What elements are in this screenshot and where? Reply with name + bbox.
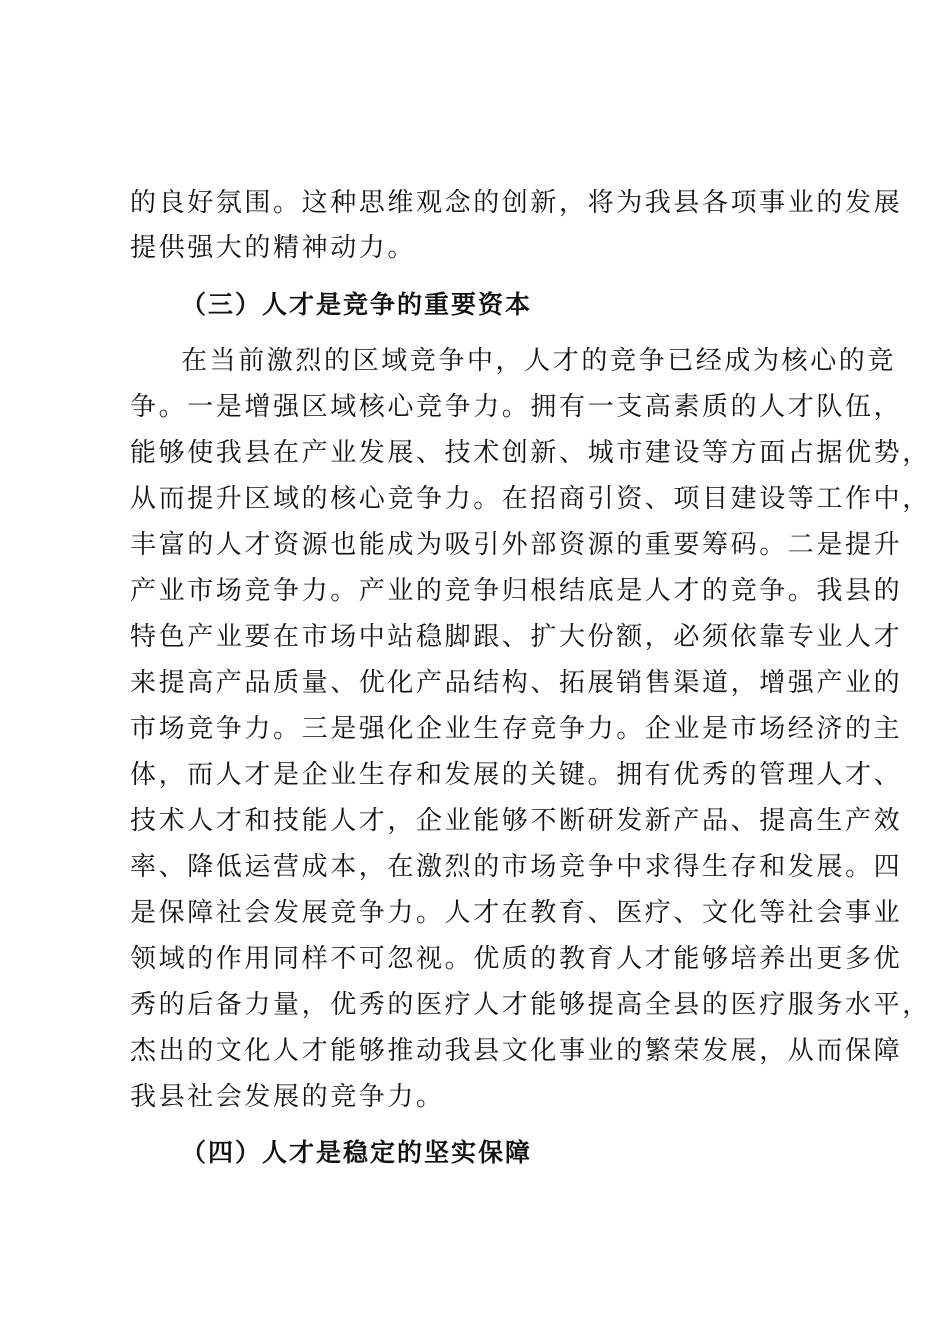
paragraph-line: 是保障社会发展竞争力。人才在教育、医疗、文化等社会事业 [130,898,903,928]
paragraph-line: 体，而人才是企业生存和发展的关键。拥有优秀的管理人才、 [130,760,903,790]
paragraph-line: 率、降低运营成本，在激烈的市场竞争中求得生存和发展。四 [130,852,903,882]
section-heading-3: （三）人才是竞争的重要资本 [181,290,533,319]
paragraph-line: 市场竞争力。三是强化企业生存竞争力。企业是市场经济的主 [130,714,903,744]
paragraph-line: 从而提升区域的核心竞争力。在招商引资、项目建设等工作中， [130,484,931,514]
paragraph-line: 秀的后备力量，优秀的医疗人才能够提高全县的医疗服务水平， [130,990,931,1020]
paragraph-line: 领域的作用同样不可忽视。优质的教育人才能够培养出更多优 [130,944,903,974]
paragraph-line: 技术人才和技能人才，企业能够不断研发新产品、提高生产效 [130,806,903,836]
paragraph-line: 产业市场竞争力。产业的竞争归根结底是人才的竞争。我县的 [130,576,903,606]
paragraph-line: 争。一是增强区域核心竞争力。拥有一支高素质的人才队伍， [130,392,903,422]
paragraph-line: 特色产业要在市场中站稳脚跟、扩大份额，必须依靠专业人才 [130,622,903,652]
paragraph-line: 丰富的人才资源也能成为吸引外部资源的重要筹码。二是提升 [130,530,903,560]
paragraph-line: 能够使我县在产业发展、技术创新、城市建设等方面占据优势， [130,438,931,468]
paragraph-line: 的良好氛围。这种思维观念的创新，将为我县各项事业的发展 [130,188,903,218]
paragraph-line: 来提高产品质量、优化产品结构、拓展销售渠道，增强产业的 [130,668,903,698]
paragraph-line: 提供强大的精神动力。 [130,233,417,263]
section-heading-4: （四）人才是稳定的坚实保障 [181,1138,533,1167]
paragraph-line: 我县社会发展的竞争力。 [130,1082,445,1112]
paragraph-line: 杰出的文化人才能够推动我县文化事业的繁荣发展，从而保障 [130,1036,903,1066]
paragraph-line: 在当前激烈的区域竞争中，人才的竞争已经成为核心的竞 [181,346,897,376]
